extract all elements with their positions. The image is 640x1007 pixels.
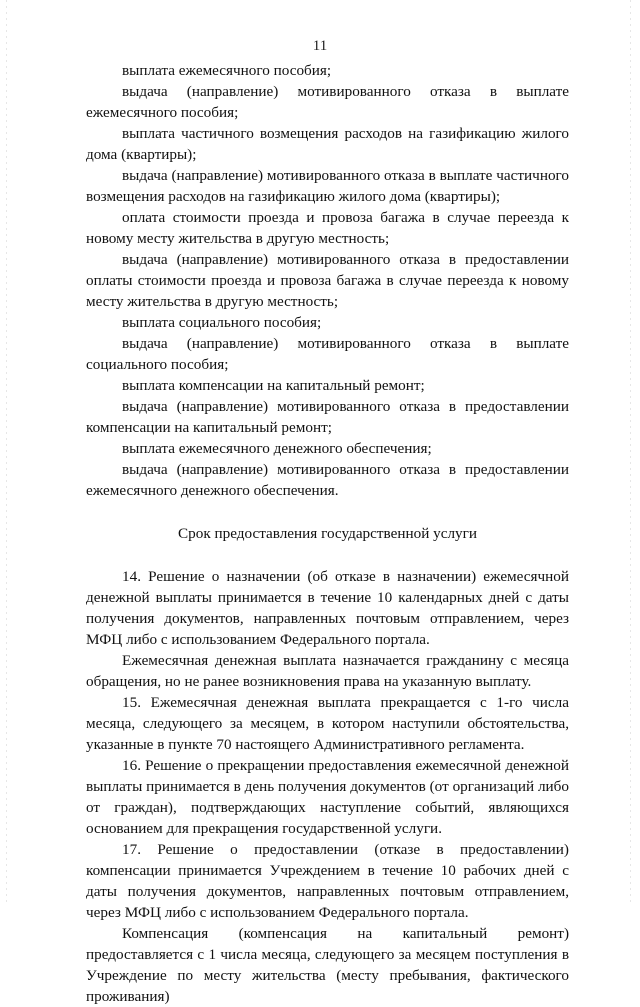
list-item: оплата стоимости проезда и провоза багажа в случае переезда к новому месту жительства в другую местность; [86,209,569,247]
list-item: выплата частичного возмещения расходов на газификацию жилого дома (квартиры); [86,125,569,163]
paragraph: Компенсация (компенсация на капитальный ремонт) предоставляется с 1 числа месяца, следующего за месяцем поступления в Учреждение по месту жительства (месту пребывания, фактического проживания) [86,925,569,1005]
list-item: выдача (направление) мотивированного отказа в выплате ежемесячного пособия; [86,83,569,121]
list-item: выплата ежемесячного денежного обеспечения; [122,440,432,457]
list-item: выдача (направление) мотивированного отказа в выплате частичного возмещения расходов на газификацию жилого дома (квартиры); [86,167,569,205]
list-item: выдача (направление) мотивированного отказа в выплате социального пособия; [86,335,569,373]
scan-edge-left [6,0,7,905]
paragraph: 16. Решение о прекращении предоставления ежемесячной денежной выплаты принимается в день получения документов (от организаций либо от граждан), подтверждающих наступление событий, являющихся основанием для прекращения государственной услуги. [86,757,569,837]
paragraph: 17. Решение о предоставлении (отказе в предоставлении) компенсации принимается Учреждением в течение 10 рабочих дней с даты получения документов, направленных почтовым отправлением, через МФЦ либо с использованием Федерального портала. [86,841,569,921]
list-item: выдача (направление) мотивированного отказа в предоставлении ежемесячного денежного обеспечения. [86,461,569,499]
scan-edge-right [630,0,631,905]
list-item: выдача (направление) мотивированного отказа в предоставлении оплаты стоимости проезда и провоза багажа в случае переезда к новому месту жительства в другую местность; [86,251,569,310]
paragraph: 15. Ежемесячная денежная выплата прекращается с 1-го числа месяца, следующего за месяцем, в котором наступили обстоятельства, указанные в пункте 70 настоящего Административного регламента. [86,694,569,753]
list-item: выдача (направление) мотивированного отказа в предоставлении компенсации на капитальный ремонт; [86,398,569,436]
list-item: выплата социального пособия; [122,314,322,331]
section-title: Срок предоставления государственной услуги [178,525,477,542]
document-body [86,60,569,1007]
page-number: 11 [312,38,328,54]
list-item: выплата компенсации на капитальный ремонт; [122,377,425,394]
list-item: выплата ежемесячного пособия; [122,62,332,79]
paragraph: Ежемесячная денежная выплата назначается гражданину с месяца обращения, но не ранее возникновения права на указанную выплату. [86,652,569,690]
paragraph: 14. Решение о назначении (об отказе в назначении) ежемесячной денежной выплаты принимается в течение 10 календарных дней с даты получения документов, направленных почтовым отправлением, через МФЦ либо с использованием Федерального портала. [86,568,569,648]
